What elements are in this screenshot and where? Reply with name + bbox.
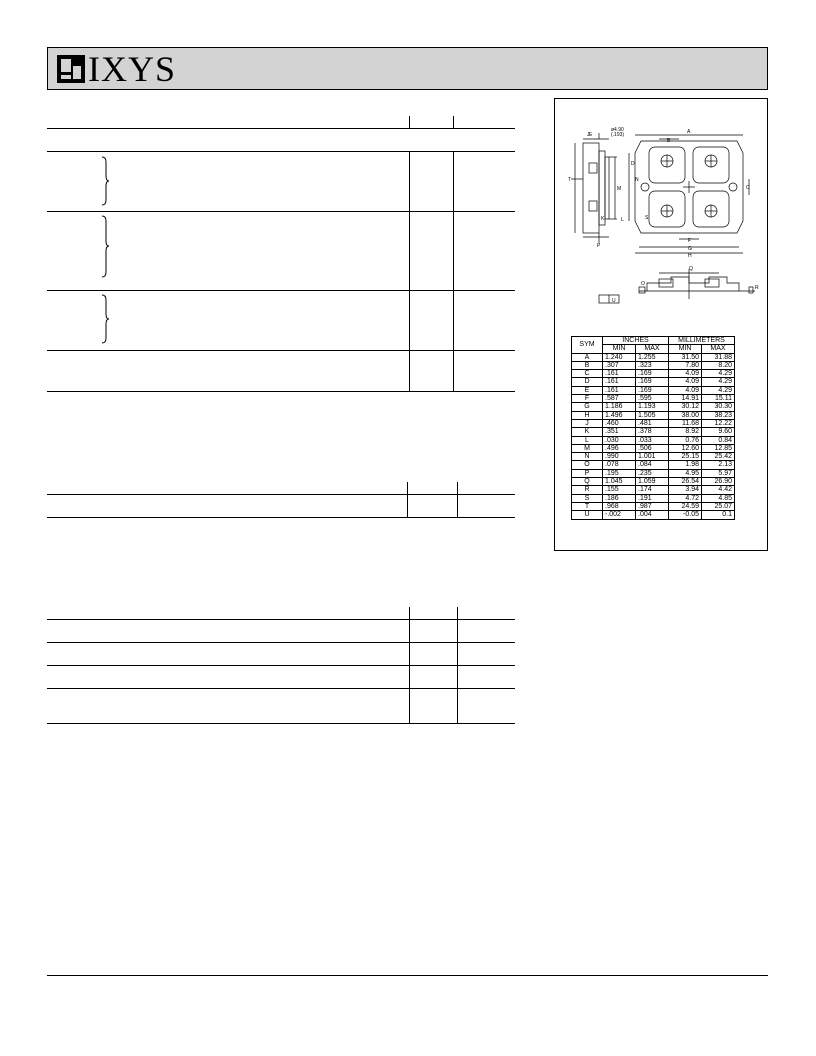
- brace-icon: [100, 156, 110, 206]
- table-row: [572, 461, 735, 469]
- mm-min-cell: 4.09: [669, 370, 702, 378]
- sym-cell: G: [572, 403, 603, 411]
- in-min-cell: .155: [603, 486, 636, 494]
- col-millimeters: MILLIMETERS: [669, 337, 735, 345]
- svg-text:P: P: [597, 243, 601, 249]
- mm-max-cell: 4.29: [702, 370, 735, 378]
- mm-min-cell: 4.95: [669, 469, 702, 477]
- mm-min-cell: 12.60: [669, 444, 702, 452]
- in-min-cell: .161: [603, 386, 636, 394]
- svg-text:Q: Q: [689, 266, 693, 272]
- col-in-min: MIN: [603, 345, 636, 353]
- mm-max-cell: 4.29: [702, 386, 735, 394]
- table-row: [572, 353, 735, 361]
- in-min-cell: .195: [603, 469, 636, 477]
- package-drawing: [559, 123, 765, 305]
- mm-max-cell: 5.97: [702, 469, 735, 477]
- mm-max-cell: 30.30: [702, 403, 735, 411]
- mm-min-cell: 8.92: [669, 428, 702, 436]
- in-max-cell: .235: [636, 469, 669, 477]
- mm-min-cell: 0.76: [669, 436, 702, 444]
- table-row: [572, 386, 735, 394]
- mm-min-cell: 3.94: [669, 486, 702, 494]
- mm-min-cell: 38.00: [669, 411, 702, 419]
- sym-cell: B: [572, 361, 603, 369]
- sym-cell: A: [572, 353, 603, 361]
- table-row: [572, 453, 735, 461]
- svg-text:G: G: [688, 246, 692, 252]
- in-min-cell: .161: [603, 378, 636, 386]
- in-max-cell: .169: [636, 378, 669, 386]
- table-row: [572, 395, 735, 403]
- table-row: [572, 469, 735, 477]
- in-min-cell: -.002: [603, 511, 636, 519]
- in-max-cell: 1.001: [636, 453, 669, 461]
- table-row: [572, 502, 735, 510]
- in-min-cell: .161: [603, 370, 636, 378]
- svg-text:K: K: [601, 216, 605, 222]
- table-row: [572, 378, 735, 386]
- mm-max-cell: 4.42: [702, 486, 735, 494]
- col-sym: SYM: [572, 337, 603, 354]
- in-max-cell: .506: [636, 444, 669, 452]
- mm-max-cell: 12.85: [702, 444, 735, 452]
- in-max-cell: .084: [636, 461, 669, 469]
- sym-cell: N: [572, 453, 603, 461]
- table-row: [572, 403, 735, 411]
- mm-min-cell: 24.59: [669, 502, 702, 510]
- table-row: [572, 436, 735, 444]
- in-min-cell: 1.240: [603, 353, 636, 361]
- svg-text:U: U: [612, 298, 616, 304]
- sym-cell: S: [572, 494, 603, 502]
- svg-text:D: D: [631, 161, 635, 167]
- in-min-cell: .460: [603, 419, 636, 427]
- in-max-cell: 1.255: [636, 353, 669, 361]
- mm-max-cell: 4.85: [702, 494, 735, 502]
- mm-min-cell: 4.72: [669, 494, 702, 502]
- sym-cell: C: [572, 370, 603, 378]
- mm-max-cell: 31.88: [702, 353, 735, 361]
- brand-name: IXYS: [88, 49, 177, 89]
- in-min-cell: 1.045: [603, 478, 636, 486]
- mm-min-cell: 11.68: [669, 419, 702, 427]
- mm-max-cell: 15.11: [702, 395, 735, 403]
- in-max-cell: .595: [636, 395, 669, 403]
- in-min-cell: .587: [603, 395, 636, 403]
- footer-rule: [47, 975, 768, 976]
- svg-text:R: R: [755, 285, 759, 291]
- svg-text:E: E: [589, 132, 593, 138]
- mm-min-cell: -0.05: [669, 511, 702, 519]
- svg-text:C: C: [746, 185, 750, 191]
- mm-min-cell: 14.91: [669, 395, 702, 403]
- sym-cell: Q: [572, 478, 603, 486]
- svg-text:J: J: [587, 132, 590, 138]
- sym-cell: T: [572, 502, 603, 510]
- package-outline-panel: [554, 98, 768, 551]
- sym-cell: R: [572, 486, 603, 494]
- col-in-max: MAX: [636, 345, 669, 353]
- in-max-cell: 1.193: [636, 403, 669, 411]
- mm-max-cell: 12.22: [702, 419, 735, 427]
- svg-text:H: H: [688, 253, 692, 259]
- svg-text:A: A: [687, 129, 691, 135]
- sym-cell: U: [572, 511, 603, 519]
- in-max-cell: .169: [636, 370, 669, 378]
- svg-text:M: M: [617, 186, 622, 192]
- mm-min-cell: 1.98: [669, 461, 702, 469]
- table-row: [572, 444, 735, 452]
- in-max-cell: .033: [636, 436, 669, 444]
- in-max-cell: .987: [636, 502, 669, 510]
- mm-max-cell: 8.20: [702, 361, 735, 369]
- sym-cell: L: [572, 436, 603, 444]
- in-min-cell: .351: [603, 428, 636, 436]
- sym-cell: H: [572, 411, 603, 419]
- table-row: [572, 361, 735, 369]
- table-row: [572, 419, 735, 427]
- svg-text:B: B: [667, 138, 671, 144]
- table-row: [572, 494, 735, 502]
- in-max-cell: 1.059: [636, 478, 669, 486]
- mm-min-cell: 31.50: [669, 353, 702, 361]
- svg-text:N: N: [635, 177, 639, 183]
- sym-cell: E: [572, 386, 603, 394]
- mm-min-cell: 4.09: [669, 378, 702, 386]
- col-inches: INCHES: [603, 337, 669, 345]
- sym-cell: P: [572, 469, 603, 477]
- hole-dim-note-inch: (.193): [611, 132, 625, 138]
- mm-max-cell: 0.1: [702, 511, 735, 519]
- in-min-cell: .968: [603, 502, 636, 510]
- svg-text:T: T: [568, 177, 572, 183]
- mm-max-cell: 2.13: [702, 461, 735, 469]
- top-view-drawing: [629, 135, 749, 253]
- in-min-cell: .990: [603, 453, 636, 461]
- side-view-drawing: [571, 133, 617, 243]
- table-row: [572, 411, 735, 419]
- col-mm-min: MIN: [669, 345, 702, 353]
- table-row: [572, 428, 735, 436]
- brace-icon: [100, 215, 110, 278]
- col-mm-max: MAX: [702, 345, 735, 353]
- mm-min-cell: 7.80: [669, 361, 702, 369]
- in-max-cell: .191: [636, 494, 669, 502]
- sym-cell: D: [572, 378, 603, 386]
- svg-text:F: F: [688, 238, 692, 244]
- dimension-rows: [572, 353, 735, 519]
- svg-text:S: S: [645, 215, 649, 221]
- in-max-cell: .169: [636, 386, 669, 394]
- sym-cell: M: [572, 444, 603, 452]
- in-min-cell: .496: [603, 444, 636, 452]
- mm-max-cell: 26.90: [702, 478, 735, 486]
- mm-min-cell: 26.54: [669, 478, 702, 486]
- mm-max-cell: 4.29: [702, 378, 735, 386]
- svg-text:O: O: [641, 281, 645, 287]
- in-max-cell: 1.505: [636, 411, 669, 419]
- table-row: [572, 370, 735, 378]
- dimension-table: [571, 336, 735, 520]
- sym-cell: F: [572, 395, 603, 403]
- table-row: [572, 511, 735, 519]
- in-max-cell: .481: [636, 419, 669, 427]
- mm-max-cell: 9.60: [702, 428, 735, 436]
- in-max-cell: .174: [636, 486, 669, 494]
- mm-min-cell: 25.15: [669, 453, 702, 461]
- in-min-cell: .307: [603, 361, 636, 369]
- ixys-logo-icon: [57, 55, 85, 83]
- table-row: [572, 478, 735, 486]
- in-min-cell: .078: [603, 461, 636, 469]
- mm-max-cell: 0.84: [702, 436, 735, 444]
- in-min-cell: 1.496: [603, 411, 636, 419]
- mm-min-cell: 30.12: [669, 403, 702, 411]
- sym-cell: J: [572, 419, 603, 427]
- front-view-drawing: [599, 269, 755, 303]
- mm-max-cell: 25.42: [702, 453, 735, 461]
- mm-max-cell: 25.07: [702, 502, 735, 510]
- brace-icon: [100, 294, 110, 344]
- in-min-cell: .186: [603, 494, 636, 502]
- table-row: [572, 486, 735, 494]
- hole-dim-note: ø4.90: [611, 127, 624, 133]
- mm-max-cell: 38.23: [702, 411, 735, 419]
- header-banner: [47, 47, 768, 90]
- svg-text:L: L: [621, 217, 624, 223]
- in-max-cell: .378: [636, 428, 669, 436]
- sym-cell: K: [572, 428, 603, 436]
- in-min-cell: .030: [603, 436, 636, 444]
- mm-min-cell: 4.09: [669, 386, 702, 394]
- in-max-cell: .004: [636, 511, 669, 519]
- sym-cell: O: [572, 461, 603, 469]
- in-max-cell: .323: [636, 361, 669, 369]
- in-min-cell: 1.186: [603, 403, 636, 411]
